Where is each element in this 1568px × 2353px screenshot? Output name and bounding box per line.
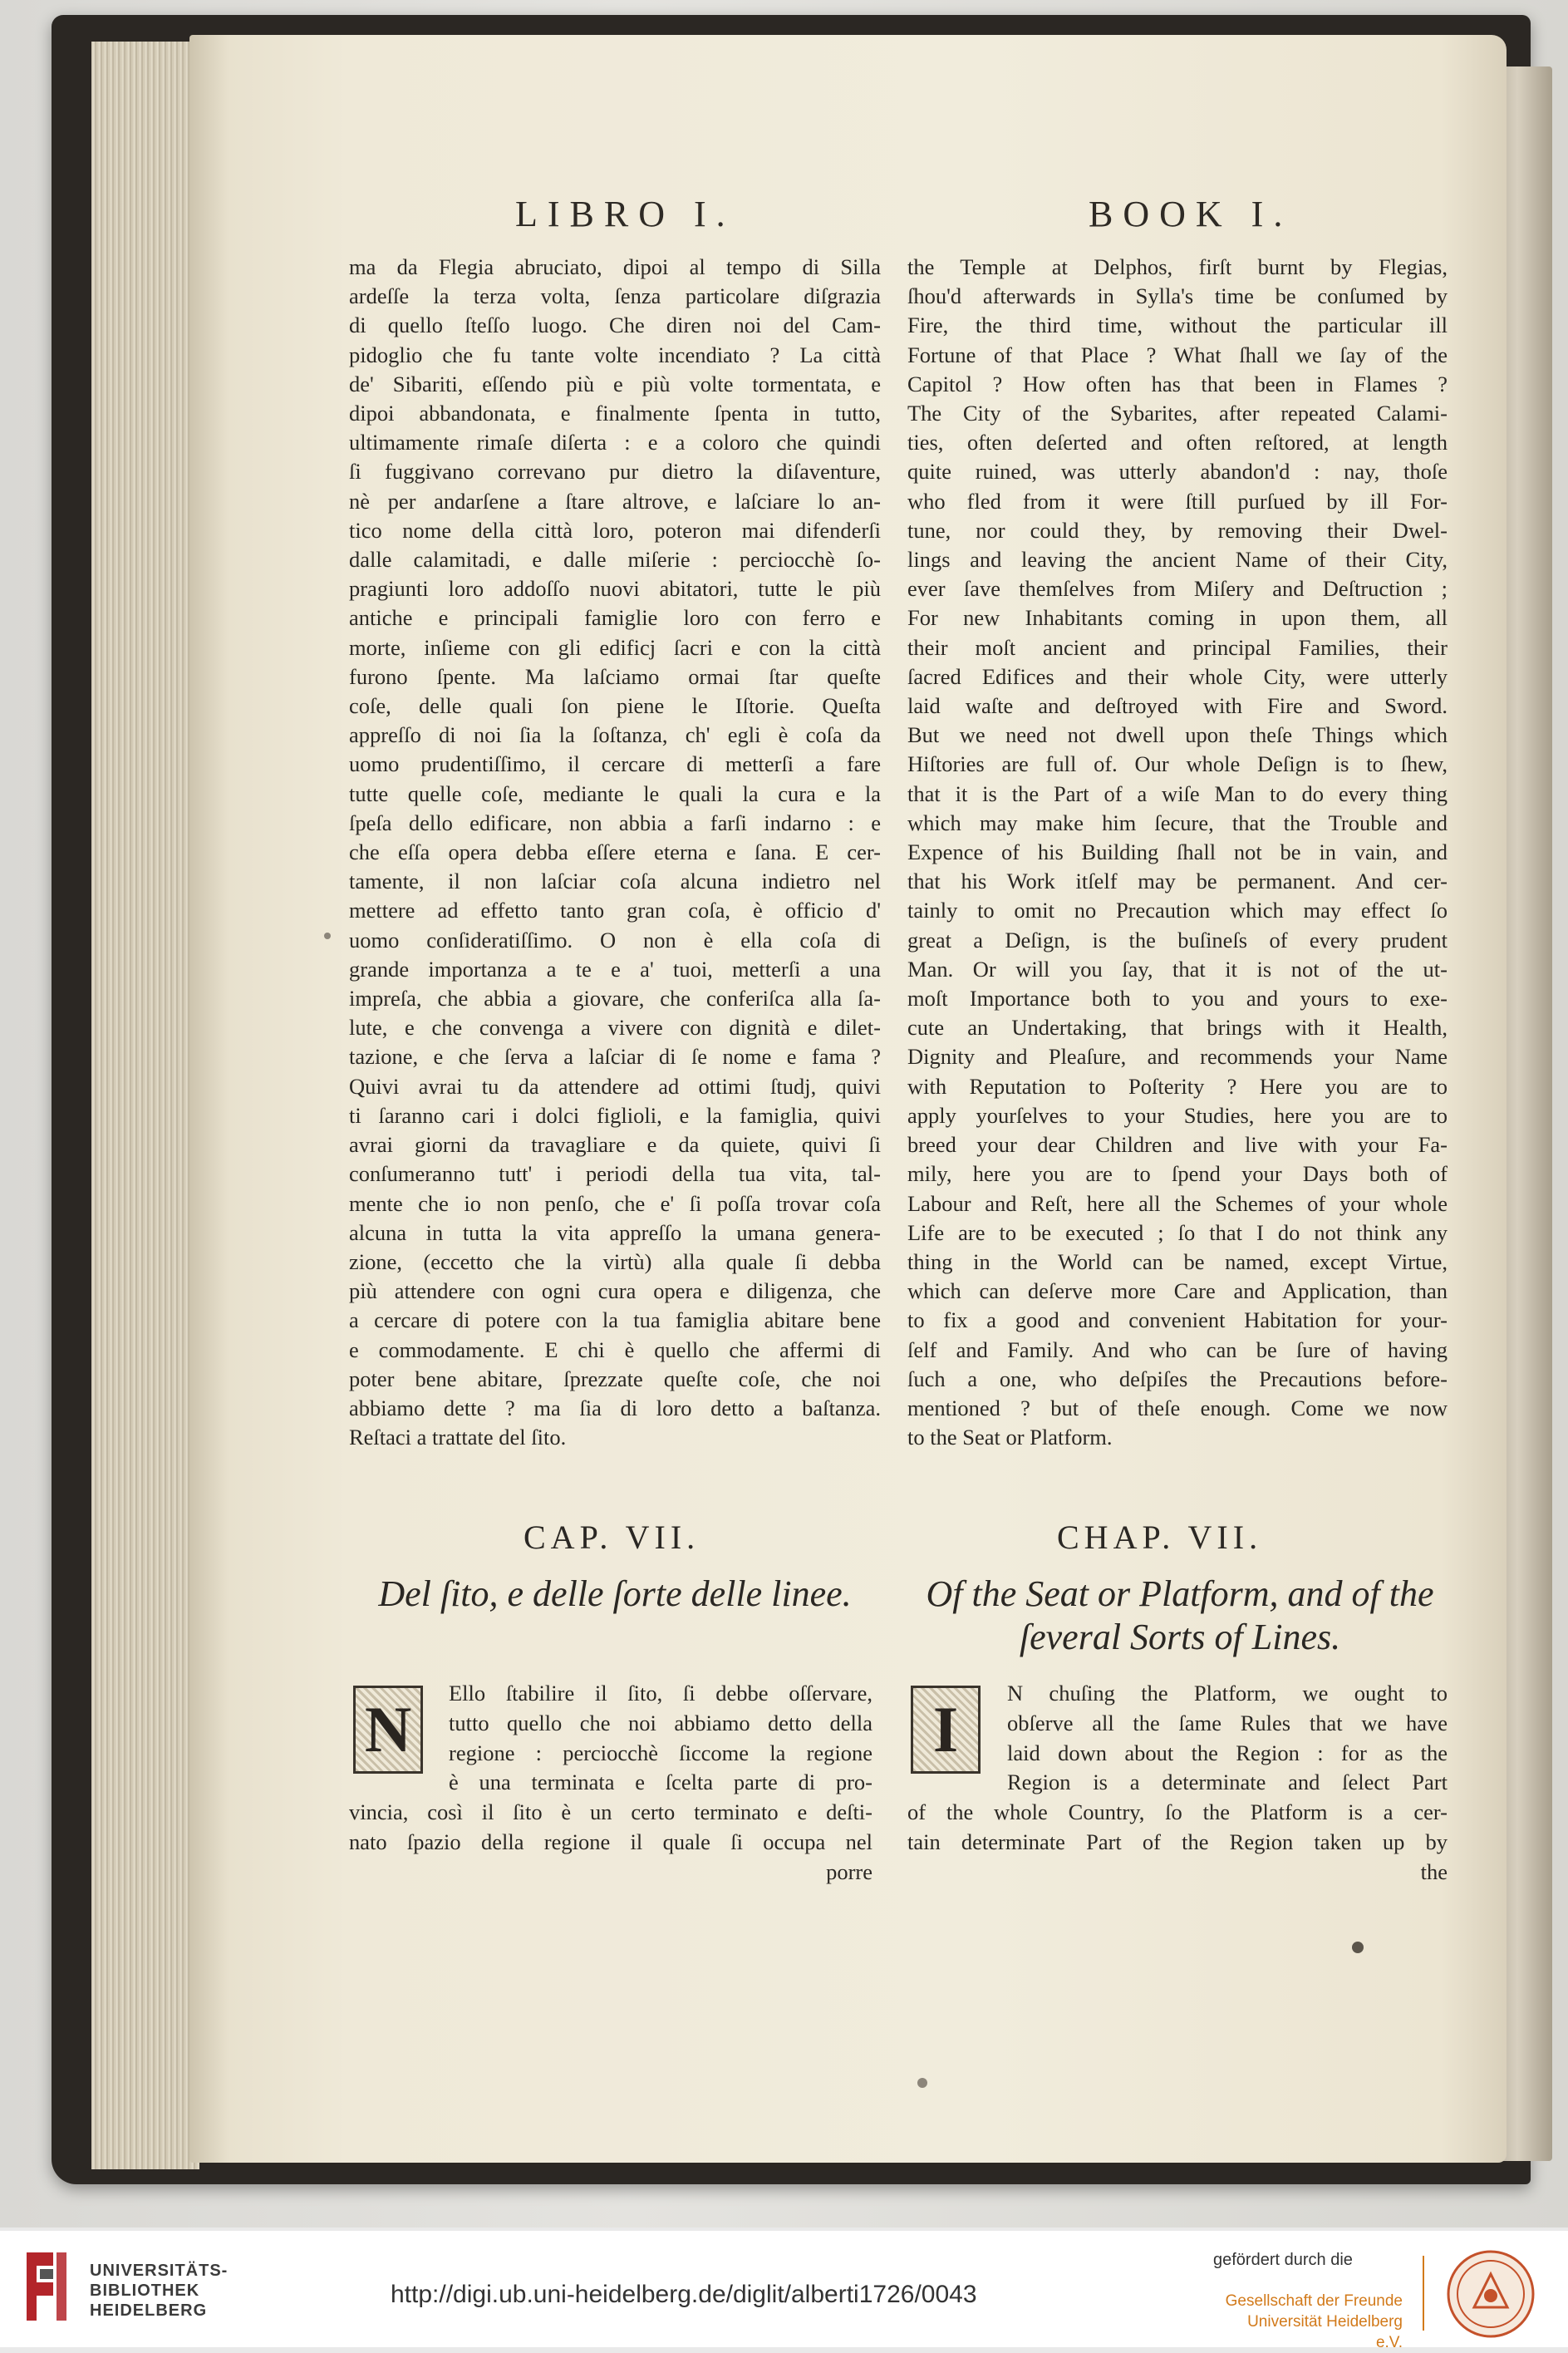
italian-text-line: a cercare di potere con la tua famiglia abitare bene xyxy=(349,1307,881,1333)
italian-text-line: zione, (eccetto che la virtù) alla quale ſi debba xyxy=(349,1248,881,1274)
chapter-title-english xyxy=(897,1573,1462,1659)
english-text-line: quite ruined, was utterly abandon'd : nay, thoſe xyxy=(907,459,1448,485)
english-text-line: tune, nor could they, by removing their Dwel- xyxy=(907,517,1448,543)
italian-text-line: conſumeranno tutt' i periodi della tua vita, tal- xyxy=(349,1161,881,1187)
sponsor-label: gefördert durch die xyxy=(1213,2251,1353,2269)
english-text-line: Fortune of that Place ? What ſhall we ſay of the xyxy=(907,342,1448,367)
italian-text-line: lute, e che convenga a vivere con dignità e dilet- xyxy=(349,1015,881,1041)
italian-text-line: tazione, e che ſerva a laſciar di ſe nome e fama ? xyxy=(349,1044,881,1070)
english-text-line: breed your dear Children and live with your Fa- xyxy=(907,1132,1448,1158)
sponsor-name-line: Gesellschaft der Freunde xyxy=(1225,2292,1403,2310)
english-text-line: Capitol ? How often has that been in Flames ? xyxy=(907,371,1448,396)
chapter-title-italian: Del ſito, e delle ſorte delle linee. xyxy=(378,1573,852,1614)
italian-text-line: pidoglio che fu tante volte incendiato ? La città xyxy=(349,342,881,367)
english-section-line: of the whole Country, ſo the Platform is a cer- xyxy=(907,1799,1448,1825)
english-section-line: the xyxy=(1420,1858,1448,1884)
italian-text-line: morte, inſieme con gli edificj ſacri e con la città xyxy=(349,634,881,660)
english-text-line: ſuch a one, who deſpiſes the Precautions before- xyxy=(907,1366,1448,1391)
italian-section-line: nato ſpazio della regione il quale ſi occupa nel xyxy=(349,1829,872,1854)
italian-body-text xyxy=(349,253,881,1452)
english-section-line: tain determinate Part of the Region taken up by xyxy=(907,1829,1448,1854)
english-text-line: Life are to be executed ; ſo that I do not think any xyxy=(907,1219,1448,1245)
english-text-line: But we need not dwell upon theſe Things which xyxy=(907,722,1448,748)
english-text-line: which can deſerve more Care and Application, than xyxy=(907,1278,1448,1304)
chapter-title-english-line2: ſeveral Sorts of Lines. xyxy=(1019,1617,1341,1657)
margin-mark xyxy=(324,933,331,939)
italian-text-line: nè per andarſene a ſtare altrove, e laſciare lo an- xyxy=(349,488,881,514)
italian-text-line: e commodamente. E chi è quello che affermi di xyxy=(349,1336,881,1362)
english-text-line: great a Deſign, is the buſineſs of every prudent xyxy=(907,927,1448,953)
university-library-logo-icon xyxy=(20,2249,73,2324)
italian-text-line: appreſſo di noi ſia la ſoſtanza, ch' egli è coſa da xyxy=(349,722,881,748)
library-name xyxy=(90,2261,228,2321)
italian-text-line: abbiamo dette ? ma ſia di loro detto a baſtanza. xyxy=(349,1395,881,1420)
italian-text-line: ſi fuggivano correvano pur dietro la diſaventure, xyxy=(349,459,881,485)
page-spot xyxy=(917,2078,927,2088)
italian-section-line: regione : perciocchè ſiccome la regione xyxy=(449,1740,872,1765)
english-text-line: laid waſte and deſtroyed with Fire and Sword. xyxy=(907,693,1448,719)
italian-section-line: porre xyxy=(826,1858,872,1884)
italian-text-line: tutte quelle coſe, mediante le quali la cura e la xyxy=(349,780,881,806)
italian-text-line: ſpeſa dello edificare, non abbia a farſi indarno : e xyxy=(349,810,881,835)
english-text-line: apply yourſelves to your Studies, here you are to xyxy=(907,1102,1448,1128)
english-text-line: Man. Or will you ſay, that it is not of the ut- xyxy=(907,956,1448,982)
italian-text-line: ultimamente rimaſe diſerta : e a coloro che quindi xyxy=(349,430,881,455)
library-name-line: HEIDELBERG xyxy=(90,2301,208,2320)
italian-section-text xyxy=(349,1679,872,1888)
english-section-line: Region is a determinate and ſelect Part xyxy=(1007,1770,1448,1795)
running-head-english: BOOK I. xyxy=(1089,194,1293,234)
italian-text-line: tico nome della città loro, poteron mai difenderſi xyxy=(349,517,881,543)
italian-text-line: Reſtaci a trattate del ſito. xyxy=(349,1425,567,1450)
english-text-line: For new Inhabitants coming in upon them, all xyxy=(907,605,1448,631)
english-text-line: ever ſave themſelves from Miſery and Deſtruction ; xyxy=(907,576,1448,602)
italian-text-line: Quivi avrai tu da attendere ad ottimi ſtudj, quivi xyxy=(349,1073,881,1099)
italian-section-line: è una terminata e ſcelta parte di pro- xyxy=(449,1770,872,1795)
english-section-line: obſerve all the ſame Rules that we have xyxy=(1007,1710,1448,1735)
italian-text-line: ti ſaranno cari i dolci figlioli, e la famiglia, quivi xyxy=(349,1102,881,1128)
italian-text-line: dipoi abbandonata, e finalmente ſpenta in tutto, xyxy=(349,401,881,426)
university-seal-icon xyxy=(1446,2249,1536,2339)
library-name-line: BIBLIOTHEK xyxy=(90,2282,200,2300)
italian-text-line: uomo prudentiſſimo, il cercare di metterſi a fare xyxy=(349,751,881,777)
english-text-line: that his Work itſelf may be permanent. And cer- xyxy=(907,869,1448,894)
english-text-line: tainly to omit no Precaution which may effect ſo xyxy=(907,898,1448,923)
italian-section-line: vincia, così il ſito è un certo terminato e deſti- xyxy=(349,1799,872,1825)
italian-text-line: uomo conſideratiſſimo. O non è ella coſa di xyxy=(349,927,881,953)
english-text-line: who fled from it were ſtill purſued by ill For- xyxy=(907,488,1448,514)
italian-text-line: mettere ad effetto tanto gran coſa, è officio d' xyxy=(349,898,881,923)
english-section-line: laid down about the Region : for as the xyxy=(1007,1740,1448,1765)
italian-text-line: ma da Flegia abruciato, dipoi al tempo di Silla xyxy=(349,254,881,279)
library-name-line: UNIVERSITÄTS- xyxy=(90,2262,229,2280)
english-text-line: ties, often deſerted and often reſtored, at length xyxy=(907,430,1448,455)
chapter-heading-italian: CAP. VII. xyxy=(523,1519,700,1556)
italian-section-line: tutto quello che noi abbiamo detto della xyxy=(449,1710,872,1735)
document-url-link[interactable]: http://digi.ub.uni-heidelberg.de/diglit/alberti1726/0043 xyxy=(391,2281,977,2308)
english-text-line: mentioned ? but of theſe enough. Come we now xyxy=(907,1395,1448,1420)
english-text-line: Hiſtories are full of. Our whole Deſign is to ſhew, xyxy=(907,751,1448,777)
italian-text-line: grande importanza a te e a' tuoi, metterſi a una xyxy=(349,956,881,982)
decorated-initial-n: N xyxy=(353,1686,423,1774)
english-text-line: that it is the Part of a wiſe Man to do every thing xyxy=(907,780,1448,806)
italian-text-line: alcuna in tutta la vita appreſſo la umana genera- xyxy=(349,1219,881,1245)
english-text-line: Expence of his Building ſhall not be in vain, and xyxy=(907,839,1448,865)
english-text-line: with Reputation to Poſterity ? Here you are to xyxy=(907,1073,1448,1099)
english-text-line: their moſt ancient and principal Families, their xyxy=(907,634,1448,660)
english-text-line: to fix a good and convenient Habitation for your- xyxy=(907,1307,1448,1333)
english-section-line: N chuſing the Platform, we ought to xyxy=(1007,1681,1448,1706)
english-text-line: thing in the World can be named, except Virtue, xyxy=(907,1248,1448,1274)
english-text-line: ſacred Edifices and their whole City, were utterly xyxy=(907,663,1448,689)
page-edges-left xyxy=(91,42,199,2169)
english-text-line: cute an Undertaking, that brings with it Health, xyxy=(907,1015,1448,1041)
sponsor-name-line: Universität Heidelberg e.V. xyxy=(1247,2313,1403,2351)
english-text-line: the Temple at Delphos, firſt burnt by Flegias, xyxy=(907,254,1448,279)
running-head-italian: LIBRO I. xyxy=(515,194,735,234)
italian-text-line: tamente, il non laſciar coſa alcuna indietro nel xyxy=(349,869,881,894)
english-text-line: moſt Importance both to you and yours to exe- xyxy=(907,986,1448,1012)
italian-text-line: mente che io non penſo, che e' ſi poſſa trovar coſa xyxy=(349,1190,881,1216)
italian-text-line: che eſſa opera debba eſſere eterna e ſana. E cer- xyxy=(349,839,881,865)
english-section-text xyxy=(907,1679,1448,1888)
english-text-line: ſelf and Family. And who can be ſure of having xyxy=(907,1336,1448,1362)
english-text-line: ſhou'd afterwards in Sylla's time be conſumed by xyxy=(907,283,1448,309)
sponsor-name xyxy=(1220,2291,1403,2353)
chapter-heading-english: CHAP. VII. xyxy=(1057,1519,1263,1556)
italian-text-line: coſe, delle quali ſon piene le Iſtorie. Queſta xyxy=(349,693,881,719)
english-text-line: Labour and Reſt, here all the Schemes of your whole xyxy=(907,1190,1448,1216)
italian-text-line: furono ſpente. Ma laſciamo ormai ſtar queſte xyxy=(349,663,881,689)
footer-bar xyxy=(0,2231,1568,2351)
italian-text-line: dalle calamitadi, e dalle miſerie : perciocchè ſo- xyxy=(349,547,881,573)
english-text-line: lings and leaving the ancient Name of their City, xyxy=(907,547,1448,573)
english-text-line: Dignity and Pleaſure, and recommends your Name xyxy=(907,1044,1448,1070)
english-text-line: to the Seat or Platform. xyxy=(907,1425,1113,1450)
italian-text-line: avrai giorni da travagliare e da quiete, quivi ſi xyxy=(349,1132,881,1158)
italian-text-line: poter bene abitare, ſprezzate queſte coſe, che noi xyxy=(349,1366,881,1391)
chapter-title-english-line1: Of the Seat or Platform, and of the xyxy=(926,1573,1434,1614)
italian-text-line: di quello ſteſſo luogo. Che diren noi del Cam- xyxy=(349,313,881,338)
italian-section-line: Ello ſtabilire il ſito, ſi debbe oſſervare, xyxy=(449,1681,872,1706)
italian-text-line: antiche e principali famiglie loro con ferro e xyxy=(349,605,881,631)
italian-text-line: ardeſſe la terza volta, ſenza particolare diſgrazia xyxy=(349,283,881,309)
italian-text-line: più attendere con ogni cura opera e diligenza, che xyxy=(349,1278,881,1304)
english-body-text xyxy=(907,253,1448,1452)
english-text-line: Fire, the third time, without the particular ill xyxy=(907,313,1448,338)
italian-text-line: de' Sibariti, eſſendo più e più volte tormentata, e xyxy=(349,371,881,396)
italian-text-line: impreſa, che abbia a giovare, che conferiſca alla ſa- xyxy=(349,986,881,1012)
italian-text-line: pragiunti loro addoſſo nuovi abitatori, tutte le più xyxy=(349,576,881,602)
page-spot xyxy=(1352,1942,1364,1953)
english-text-line: which may make him ſecure, that the Trouble and xyxy=(907,810,1448,835)
english-text-line: The City of the Sybarites, after repeated Calami- xyxy=(907,401,1448,426)
decorated-initial-i: I xyxy=(911,1686,981,1774)
english-text-line: mily, here you are to ſpend your Days both of xyxy=(907,1161,1448,1187)
footer-divider xyxy=(1423,2256,1424,2331)
